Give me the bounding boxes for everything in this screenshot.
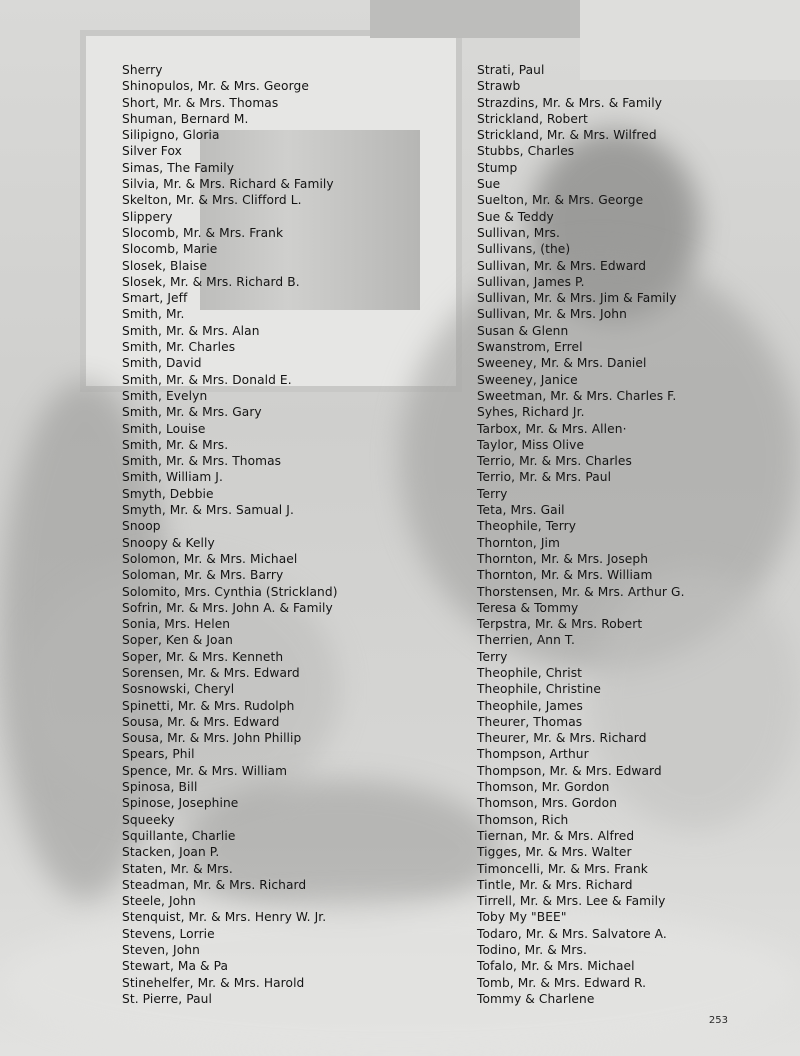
- name-entry: Squeeky: [122, 812, 175, 827]
- name-entry: Slosek, Blaise: [122, 258, 208, 273]
- name-entry: Tommy & Charlene: [477, 991, 595, 1006]
- wall-panel: [370, 0, 580, 38]
- name-entry: Smyth, Debbie: [122, 486, 214, 501]
- name-entry: Sweetman, Mr. & Mrs. Charles F.: [477, 388, 677, 403]
- name-entry: Steele, John: [122, 894, 196, 909]
- name-entry: Shuman, Bernard M.: [122, 111, 249, 126]
- name-entry: Sonia, Mrs. Helen: [122, 617, 231, 632]
- name-entry: Tofalo, Mr. & Mrs. Michael: [477, 959, 635, 974]
- name-entry: Tomb, Mr. & Mrs. Edward R.: [477, 975, 647, 990]
- name-entry: Teresa & Tommy: [477, 600, 579, 615]
- name-entry: Sullivan, Mr. & Mrs. Edward: [477, 258, 647, 273]
- name-entry: Sosnowski, Cheryl: [122, 682, 235, 697]
- names-column-right: [477, 62, 685, 1007]
- name-entry: Sousa, Mr. & Mrs. John Phillip: [122, 731, 302, 746]
- name-entry: Smith, William J.: [122, 470, 223, 485]
- name-entry: Terrio, Mr. & Mrs. Paul: [477, 470, 612, 485]
- name-entry: Thompson, Mr. & Mrs. Edward: [477, 763, 662, 778]
- name-entry: Spinosa, Bill: [122, 780, 198, 795]
- name-entry: Thomson, Mr. Gordon: [477, 780, 610, 795]
- name-entry: Thornton, Jim: [477, 535, 561, 550]
- name-entry: Sorensen, Mr. & Mrs. Edward: [122, 665, 300, 680]
- name-entry: Slocomb, Marie: [122, 242, 218, 257]
- name-entry: Theurer, Thomas: [477, 714, 583, 729]
- name-entry: Tiernan, Mr. & Mrs. Alfred: [477, 828, 635, 843]
- name-entry: Solomito, Mrs. Cynthia (Strickland): [122, 584, 338, 599]
- name-entry: Susan & Glenn: [477, 323, 569, 338]
- name-entry: Theophile, James: [477, 698, 583, 713]
- name-entry: Toby My "BEE": [477, 910, 567, 925]
- name-entry: Smith, Mr. & Mrs. Thomas: [122, 454, 282, 469]
- name-entry: Todino, Mr. & Mrs.: [477, 943, 587, 958]
- name-entry: Thomson, Rich: [477, 812, 569, 827]
- name-entry: Theurer, Mr. & Mrs. Richard: [477, 731, 647, 746]
- name-entry: Soper, Mr. & Mrs. Kenneth: [122, 649, 284, 664]
- name-entry: Strawb: [477, 79, 521, 94]
- name-entry: Thomson, Mrs. Gordon: [477, 796, 618, 811]
- name-entry: Smith, David: [122, 356, 202, 371]
- name-entry: Steven, John: [122, 943, 200, 958]
- name-entry: Sweeney, Janice: [477, 372, 578, 387]
- name-entry: Smith, Mr. & Mrs.: [122, 437, 229, 452]
- name-entry: Smith, Mr. & Mrs. Gary: [122, 405, 262, 420]
- name-entry: Stubbs, Charles: [477, 144, 575, 159]
- name-entry: Sherry: [122, 63, 163, 77]
- name-entry: Therrien, Ann T.: [477, 633, 575, 648]
- name-entry: Sullivan, Mr. & Mrs. Jim & Family: [477, 291, 677, 306]
- name-entry: Skelton, Mr. & Mrs. Clifford L.: [122, 193, 302, 208]
- name-entry: Todaro, Mr. & Mrs. Salvatore A.: [477, 926, 667, 941]
- name-entry: Tintle, Mr. & Mrs. Richard: [477, 877, 633, 892]
- name-entry: Sweeney, Mr. & Mrs. Daniel: [477, 356, 647, 371]
- name-entry: Timoncelli, Mr. & Mrs. Frank: [477, 861, 648, 876]
- name-entry: Smith, Louise: [122, 421, 206, 436]
- name-entry: Staten, Mr. & Mrs.: [122, 861, 233, 876]
- name-entry: Sullivan, Mr. & Mrs. John: [477, 307, 627, 322]
- name-entry: Thorstensen, Mr. & Mrs. Arthur G.: [477, 584, 685, 599]
- name-entry: Strickland, Robert: [477, 111, 588, 126]
- name-entry: Sue & Teddy: [477, 209, 554, 224]
- name-entry: Spears, Phil: [122, 747, 195, 762]
- name-entry: Strickland, Mr. & Mrs. Wilfred: [477, 128, 657, 143]
- name-entry: Stenquist, Mr. & Mrs. Henry W. Jr.: [122, 910, 327, 925]
- name-entry: Taylor, Miss Olive: [477, 437, 585, 452]
- name-entry: Squillante, Charlie: [122, 828, 236, 843]
- name-entry: Strazdins, Mr. & Mrs. & Family: [477, 95, 663, 110]
- name-entry: Shinopulos, Mr. & Mrs. George: [122, 79, 309, 94]
- name-entry: Smith, Evelyn: [122, 388, 208, 403]
- name-entry: Theophile, Christine: [477, 682, 601, 697]
- name-entry: Steadman, Mr. & Mrs. Richard: [122, 877, 307, 892]
- name-entry: Thornton, Mr. & Mrs. Joseph: [477, 551, 649, 566]
- name-entry: Strati, Paul: [477, 63, 545, 77]
- name-entry: Stinehelfer, Mr. & Mrs. Harold: [122, 975, 305, 990]
- name-entry: Terpstra, Mr. & Mrs. Robert: [477, 617, 643, 632]
- name-entry: Theophile, Christ: [477, 665, 583, 680]
- name-entry: Terry: [477, 649, 508, 664]
- name-entry: Tirrell, Mr. & Mrs. Lee & Family: [477, 894, 666, 909]
- name-entry: Snoop: [122, 519, 161, 534]
- name-entry: Smyth, Mr. & Mrs. Samual J.: [122, 503, 294, 518]
- name-entry: Smith, Mr. & Mrs. Alan: [122, 323, 260, 338]
- name-entry: Syhes, Richard Jr.: [477, 405, 585, 420]
- name-entry: Teta, Mrs. Gail: [477, 503, 565, 518]
- name-entry: Stevens, Lorrie: [122, 926, 215, 941]
- name-entry: Slosek, Mr. & Mrs. Richard B.: [122, 274, 300, 289]
- name-entry: St. Pierre, Paul: [122, 991, 212, 1006]
- name-entry: Suelton, Mr. & Mrs. George: [477, 193, 644, 208]
- names-column-left: [122, 62, 338, 1007]
- name-entry: Slippery: [122, 209, 173, 224]
- name-entry: Smith, Mr. & Mrs. Donald E.: [122, 372, 292, 387]
- name-entry: Silipigno, Gloria: [122, 128, 220, 143]
- name-entry: Theophile, Terry: [477, 519, 577, 534]
- name-entry: Tigges, Mr. & Mrs. Walter: [477, 845, 632, 860]
- name-entry: Smart, Jeff: [122, 291, 188, 306]
- name-entry: Silvia, Mr. & Mrs. Richard & Family: [122, 177, 334, 192]
- name-entry: Thompson, Arthur: [477, 747, 589, 762]
- name-entry: Sullivan, James P.: [477, 274, 585, 289]
- name-entry: Sullivan, Mrs.: [477, 225, 560, 240]
- name-entry: Smith, Mr.: [122, 307, 185, 322]
- name-entry: Stewart, Ma & Pa: [122, 959, 229, 974]
- name-entry: Spinetti, Mr. & Mrs. Rudolph: [122, 698, 295, 713]
- name-entry: Silver Fox: [122, 144, 182, 159]
- name-entry: Sue: [477, 177, 501, 192]
- name-entry: Solomon, Mr. & Mrs. Michael: [122, 551, 298, 566]
- name-entry: Soper, Ken & Joan: [122, 633, 233, 648]
- name-entry: Slocomb, Mr. & Mrs. Frank: [122, 225, 284, 240]
- name-entry: Stacken, Joan P.: [122, 845, 220, 860]
- name-entry: Spinose, Josephine: [122, 796, 239, 811]
- name-entry: Snoopy & Kelly: [122, 535, 215, 550]
- name-entry: Sousa, Mr. & Mrs. Edward: [122, 714, 280, 729]
- name-entry: Soloman, Mr. & Mrs. Barry: [122, 568, 284, 583]
- name-entry: Short, Mr. & Mrs. Thomas: [122, 95, 279, 110]
- name-entry: Thornton, Mr. & Mrs. William: [477, 568, 653, 583]
- name-entry: Stump: [477, 160, 518, 175]
- name-entry: Sofrin, Mr. & Mrs. John A. & Family: [122, 600, 333, 615]
- name-entry: Simas, The Family: [122, 160, 235, 175]
- name-entry: Spence, Mr. & Mrs. William: [122, 763, 288, 778]
- name-entry: Smith, Mr. Charles: [122, 340, 236, 355]
- name-entry: Tarbox, Mr. & Mrs. Allen·: [477, 421, 627, 436]
- name-entry: Terrio, Mr. & Mrs. Charles: [477, 454, 632, 469]
- name-entry: Swanstrom, Errel: [477, 340, 583, 355]
- name-entry: Sullivans, (the): [477, 242, 571, 257]
- name-entry: Terry: [477, 486, 508, 501]
- page-number: 253: [708, 1015, 728, 1026]
